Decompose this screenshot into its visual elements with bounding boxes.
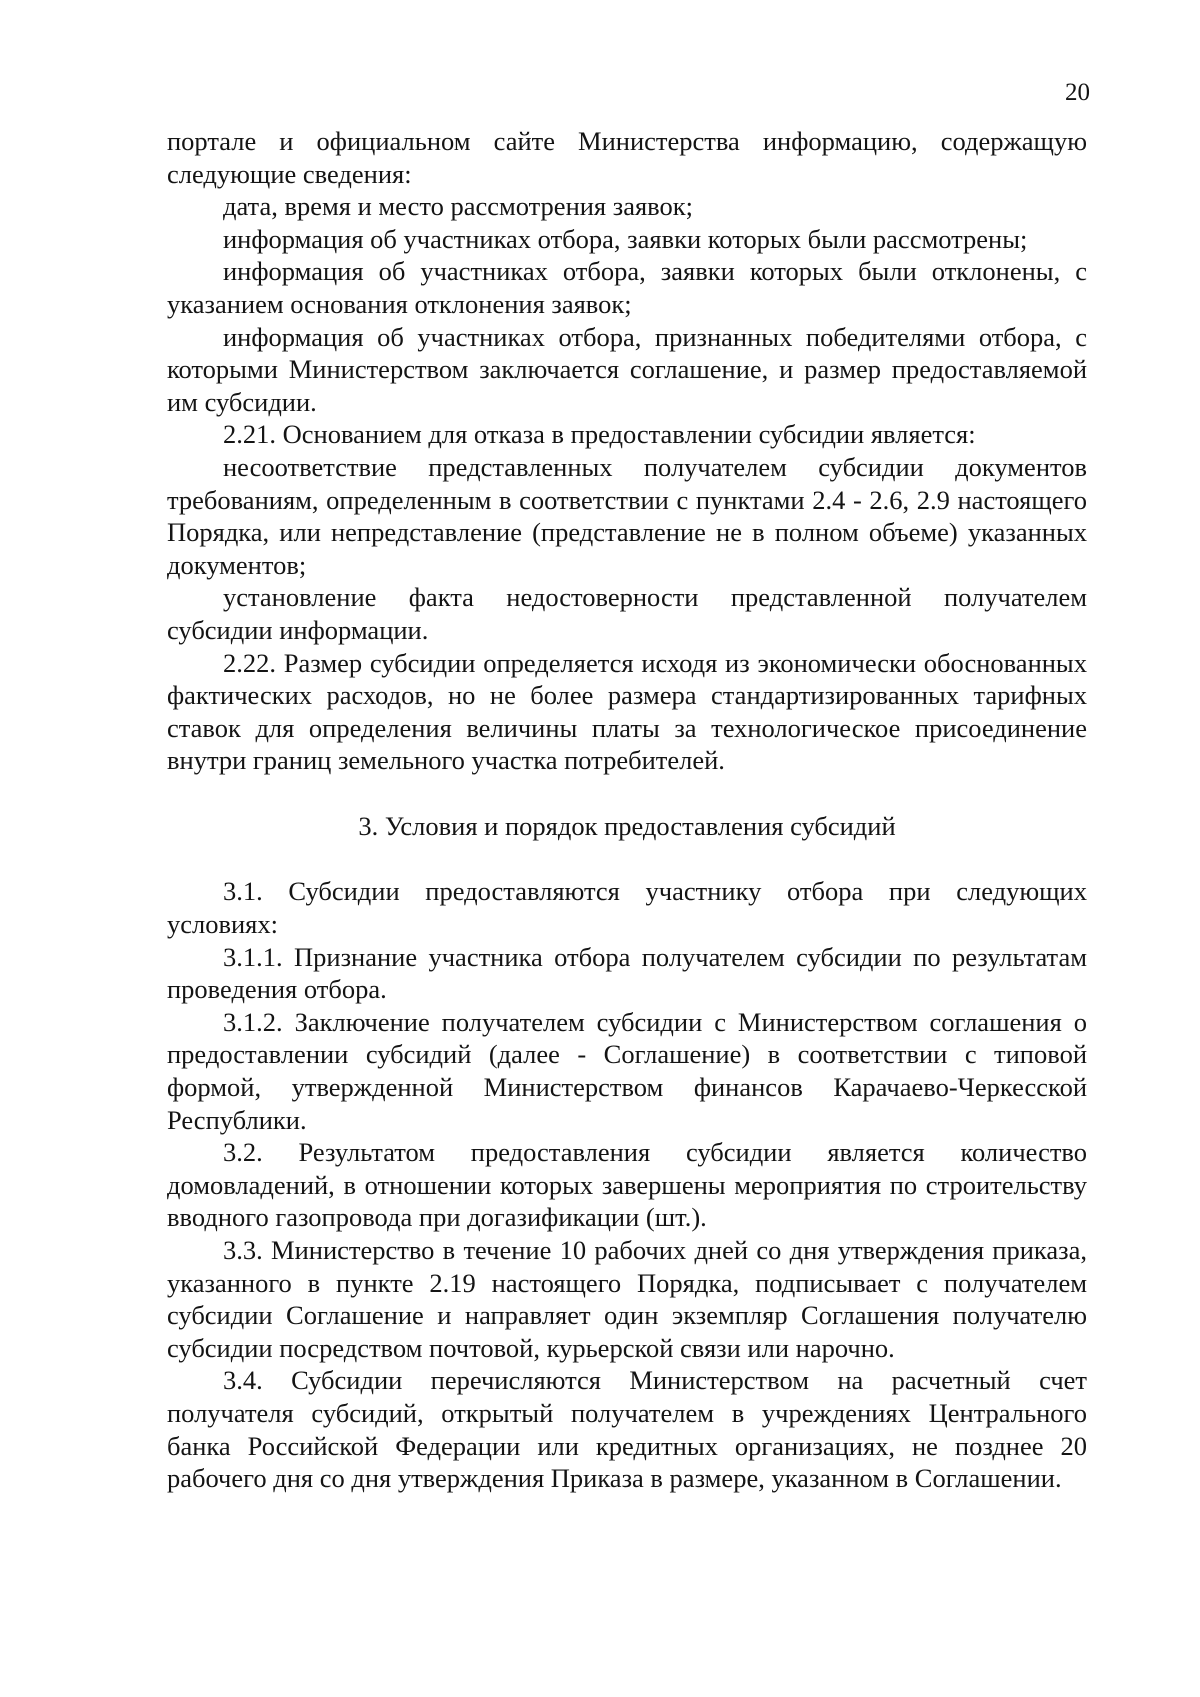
- list-item-reviewed-participants: информация об участниках отбора, заявки которых были рассмотрены;: [223, 223, 1028, 254]
- clause-2-21: 2.21. Основанием для отказа в предоставлении субсидии является:: [223, 419, 976, 450]
- section-heading: 3. Условия и порядок предоставления субсидий: [358, 810, 896, 841]
- refusal-reason-documents: несоответствие представленных получателем субсидии документов требованиям, определенным в соответствии с пунктами 2.4 - 2.6, 2.9 настоящего Порядка, или непредставление (представление не в полном объеме) указанных документов;: [167, 451, 1087, 580]
- clause-3-1-2: 3.1.2. Заключение получателем субсидии с Министерством соглашения о предоставлении субсидий (далее - Соглашение) в соответствии с типовой формой, утвержденной Министерством финансов Карачаево-Черкесской Республики.: [167, 1006, 1087, 1135]
- clause-3-4: 3.4. Субсидии перечисляются Министерством на расчетный счет получателя субсидий, открытый получателем в учреждениях Центрального банка Российской Федерации или кредитных организациях, не позднее 20 рабочего дня со дня утверждения Приказа в размере, указанном в Соглашении.: [167, 1365, 1087, 1494]
- clause-2-22: 2.22. Размер субсидии определяется исходя из экономически обоснованных фактических расходов, но не более размера стандартизированных тарифных ставок для определения величины платы за технологическое присоединение внутри границ земельного участка потребителей.: [167, 647, 1087, 776]
- list-item-rejected-participants: информация об участниках отбора, заявки которых были отклонены, с указанием основания отклонения заявок;: [167, 256, 1087, 319]
- refusal-reason-false-info: установление факта недостоверности представленной получателем субсидии информации.: [167, 582, 1087, 645]
- clause-3-1-1: 3.1.1. Признание участника отбора получателем субсидии по результатам проведения отбора.: [167, 941, 1087, 1005]
- clause-3-3: 3.3. Министерство в течение 10 рабочих дней со дня утверждения приказа, указанного в пункте 2.19 настоящего Порядка, подписывает с получателем субсидии Соглашение и направляет один экземпляр Соглашения получателю субсидии посредством почтовой, курьерской связи или нарочно.: [167, 1235, 1087, 1363]
- clause-3-1: 3.1. Субсидии предоставляются участнику отбора при следующих условиях:: [167, 876, 1087, 940]
- page-number: 20: [1065, 79, 1090, 106]
- list-item-review-date: дата, время и место рассмотрения заявок;: [223, 191, 693, 222]
- paragraph-portal-info: портале и официальном сайте Министерства информацию, содержащую следующие сведения:: [167, 126, 1087, 189]
- document-body: [167, 125, 1087, 1495]
- clause-3-2: 3.2. Результатом предоставления субсидии является количество домовладений, в отношении которых завершены мероприятия по строительству вводного газопровода при догазификации (шт.).: [167, 1137, 1087, 1233]
- list-item-winners: информация об участниках отбора, признанных победителями отбора, с которыми Министерством заключается соглашение, и размер предоставляемой им субсидии.: [167, 321, 1087, 417]
